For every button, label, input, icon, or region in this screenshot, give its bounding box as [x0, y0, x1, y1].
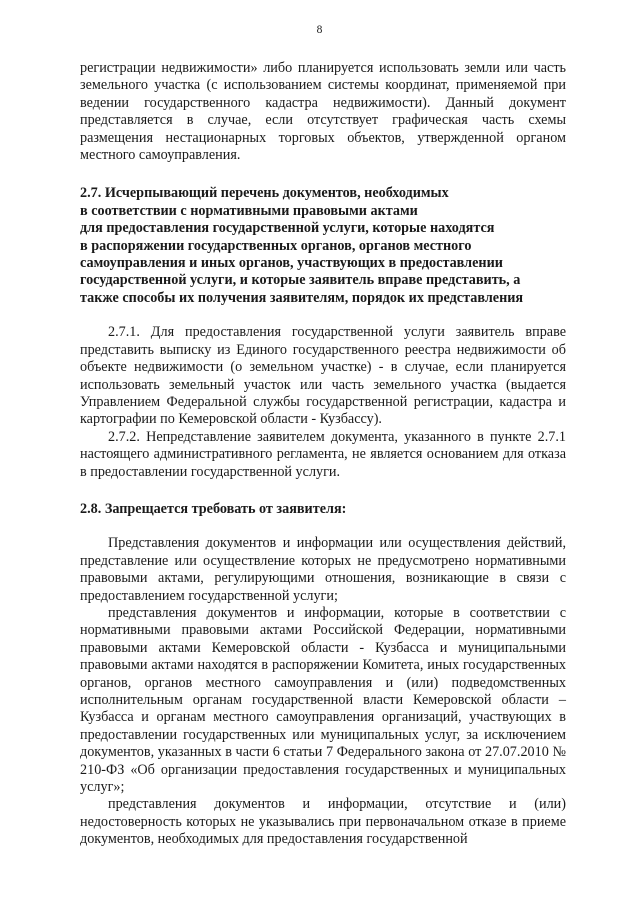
paragraph-2-8-1: Представления документов и информации или осуществления действий, представление или осуществление которых не предусмотрено нормативными правовыми актами, регулирующими отношения, возникающие в связи с предоставлением государственной услуги;: [80, 535, 566, 604]
heading-line: для предоставления государственной услуги, которые находятся: [80, 220, 495, 237]
paragraph-2-7-2: 2.7.2. Непредставление заявителем документа, указанного в пункте 2.7.1 настоящего административного регламента, не является основанием для отказа в предоставлении государственной услуги.: [80, 428, 566, 480]
page-number: 8: [316, 24, 323, 36]
heading-line: в соответствии с нормативными правовыми актами: [80, 202, 418, 219]
paragraph-2-8-2: представления документов и информации, которые в соответствии с нормативными правовыми актами Российской Федерации, нормативными правовыми актами Кемеровской области - Кузбасса и муниципальными правовыми актами находятся в распоряжении Комитета, иных государственных органов, органов местного самоуправления и (или) подведомственных исполнительным органам государственной власти Кемеровской области – Кузбасса и органам местного самоуправления организаций, участвующих в предоставлении государственных или муниципальных услуг, за исключением документов, указанных в части 6 статьи 7 Федерального закона от 27.07.2010 № 210-ФЗ «Об организации предоставления государственных и муниципальных услуг»;: [80, 604, 566, 796]
heading-line: самоуправления и иных органов, участвующих в предоставлении: [80, 255, 503, 272]
paragraph-2-7-1: 2.7.1. Для предоставления государственной услуги заявитель вправе представить выписку из Единого государственного реестра недвижимости об объекте недвижимости (о земельном участке) - в случае, если планируется использовать земельный участок или часть земельного участка (выдается Управлением Федеральной службы государственной регистрации, кадастра и картографии по Кемеровской области - Кузбассу).: [80, 324, 566, 428]
intro-paragraph: регистрации недвижимости» либо планируется использовать земли или часть земельного участка (с использованием системы координат, применяемой при ведении государственного кадастра недвижимости). Данный документ представляется в случае, если отсутствует графическая часть схемы размещения нестационарных торговых объектов, утвержденной органом местного самоуправления.: [80, 60, 566, 164]
heading-line: также способы их получения заявителям, порядок их представления: [80, 289, 524, 306]
heading-line: государственной услуги, и которые заявитель вправе представить, а: [80, 272, 521, 289]
heading-line: 2.7. Исчерпывающий перечень документов, необходимых: [80, 185, 449, 202]
section-2-8-heading: 2.8. Запрещается требовать от заявителя:: [80, 500, 347, 517]
section-2-7-heading: [80, 185, 566, 307]
document-body: [80, 60, 566, 849]
paragraph-2-8-3: представления документов и информации, отсутствие и (или) недостоверность которых не указывались при первоначальном отказе в приеме документов, необходимых для предоставления государственной: [80, 796, 566, 848]
heading-line: в распоряжении государственных органов, органов местного: [80, 237, 472, 254]
